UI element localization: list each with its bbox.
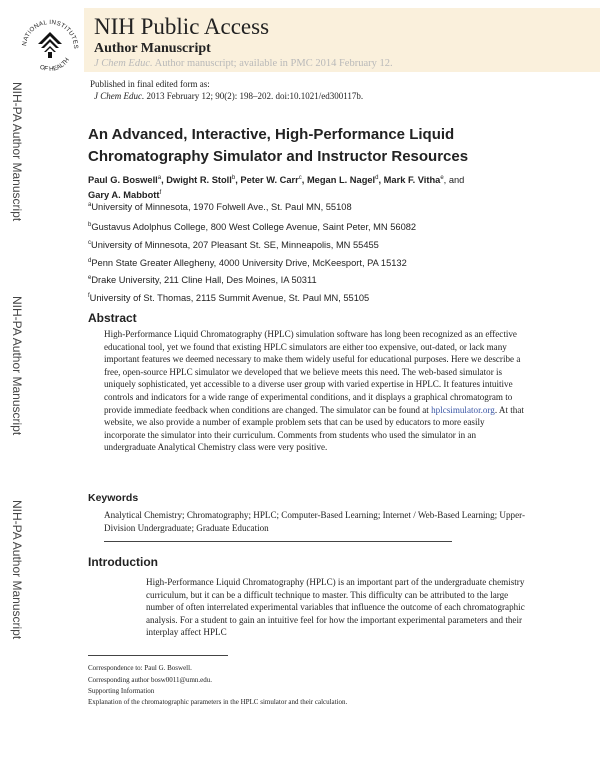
- simulator-link[interactable]: hplcsimulator.org: [431, 404, 495, 415]
- abstract-text-end: . At that website, we also provide a number of example problem sets that can be used by educators to more easily incorporate the simulator into their curriculum. Comments from students who used the simulator in an undergraduate Analytical Chemistry class were very positive.: [104, 404, 524, 453]
- side-label-1: NIH-PA Author Manuscript: [10, 82, 24, 222]
- affiliation: [88, 237, 558, 251]
- footnote-supporting-info: Supporting Information: [88, 687, 155, 695]
- introduction-body: High-Performance Liquid Chromatography (HPLC) is an important part of the undergraduate chemistry curriculum, but it can be a difficult technique to master. This difficulty can be attributed to the large number of often interrelated experimental variables that influence the outcome of each chromatographic analysis. For a student to gain an intuitive feel for how the important experimental parameters and their interplay affect HPLC: [146, 577, 525, 638]
- published-line: Published in final edited form as:: [90, 79, 210, 89]
- citation-details: 2013 February 12; 90(2): 198–202. doi:10.1021/ed300117b.: [144, 91, 364, 101]
- affiliation-sup: b: [88, 222, 92, 228]
- affiliation-text: University of St. Thomas, 2115 Summit Avenue, St. Paul MN, 55105: [89, 293, 370, 304]
- author-name: Peter W. Carr: [240, 175, 299, 186]
- side-label-2: NIH-PA Author Manuscript: [10, 296, 24, 436]
- logo-text-bottom: OF HEALTH: [38, 56, 71, 73]
- author-sup: a: [157, 175, 162, 181]
- abstract-heading: Abstract: [88, 311, 137, 325]
- affiliation: [88, 272, 558, 286]
- author-name: Paul G. Boswell: [88, 175, 158, 186]
- author-sup: e: [440, 175, 444, 181]
- author-name: Mark F. Vitha: [383, 175, 441, 186]
- author-name: Gary A. Mabbott: [88, 190, 160, 201]
- affiliation-text: Penn State Greater Allegheny, 4000 University Drive, McKeesport, PA 15132: [91, 258, 407, 269]
- keywords-list: Analytical Chemistry; Chromatography; HPLC; Computer-Based Learning; Internet / Web-Based Learning; Upper-Division Undergraduate; Graduate Education: [104, 510, 525, 533]
- citation-journal: J Chem Educ.: [94, 91, 145, 101]
- author-sup: f: [159, 190, 162, 197]
- author-name: Dwight R. Stoll: [166, 175, 232, 186]
- affiliation-sup: d: [88, 258, 92, 264]
- nih-logo: [14, 8, 86, 80]
- banner-subtitle: Author Manuscript: [94, 41, 211, 56]
- affiliation-sup: c: [88, 240, 91, 246]
- article-title: An Advanced, Interactive, High-Performance Liquid Chromatography Simulator and Instructor Resources: [88, 126, 469, 165]
- affiliation: [88, 219, 558, 233]
- published-info: [90, 78, 363, 102]
- abstract-body: [104, 328, 528, 454]
- banner-title: NIH Public Access: [94, 14, 270, 39]
- footnote-email: Corresponding author bosw0011@umn.edu.: [88, 676, 213, 684]
- author-sup: c: [298, 175, 302, 181]
- affiliation: [88, 290, 558, 304]
- abstract-text: High-Performance Liquid Chromatography (HPLC) simulation software has long been recognized as an effective educational tool, yet we found that existing HPLC simulators are either too expensive, out-dated, or lack many important features we deemed necessary to make them widely useful for educational purposes. Here we describe a free, open-source HPLC simulator we developed that we believe meets this need. The web-based simulator is uniquely sophisticated, yet accessible to a diverse user group with varied expertise in HPLC. It features intuitive controls and indicators for a wide range of experimental conditions, and it displays a graphical chromatogram to provide immediate feedback when conditions are changed. The simulator can be found at: [104, 329, 521, 415]
- footnote-divider: [88, 655, 228, 656]
- nih-seal-icon: [14, 8, 86, 80]
- affiliation-text: University of Minnesota, 207 Pleasant St. SE, Minneapolis, MN 55455: [91, 240, 379, 251]
- affiliation: [88, 199, 558, 213]
- affiliation-text: University of Minnesota, 1970 Folwell Ave., St. Paul MN, 55108: [91, 202, 352, 213]
- author-sup: d: [375, 175, 379, 181]
- section-divider: [104, 541, 452, 542]
- affiliation-text: Gustavus Adolphus College, 800 West College Avenue, Saint Peter, MN 56082: [91, 222, 417, 233]
- author-name: Megan L. Nagel: [306, 175, 376, 186]
- banner-journal-name: J Chem Educ.: [94, 58, 153, 69]
- footnote-correspondence: Correspondence to: Paul G. Boswell.: [88, 664, 192, 672]
- author-and: , and: [443, 175, 465, 186]
- affiliation-sup: a: [88, 202, 92, 208]
- logo-text-top: NATIONAL INSTITUTES: [21, 18, 80, 50]
- author-list: Paul G. Boswell$^a$, Dwight R. Stoll$^b$, Peter W. Carr$^c$, Megan L. Nagel$^d$, Mark F. Vitha$^e$, and Gary A. Mabbott$^f$: [88, 175, 465, 201]
- introduction-heading: Introduction: [88, 555, 158, 569]
- citation-line: [90, 90, 363, 102]
- footnote-explanation: Explanation of the chromatographic parameters in the HPLC simulator and their calculation.: [88, 698, 348, 706]
- affiliation-text: Drake University, 211 Cline Hall, Des Moines, IA 50311: [91, 275, 317, 286]
- author-sup: b: [231, 175, 236, 181]
- affiliation-sup: e: [88, 275, 92, 281]
- affiliation-sup: f: [88, 293, 90, 299]
- banner-journal-availability: Author manuscript; available in PMC 2014 February 12.: [152, 58, 393, 69]
- keywords-heading: Keywords: [88, 492, 139, 504]
- banner-journal-line: [94, 58, 393, 69]
- side-label-3: NIH-PA Author Manuscript: [10, 500, 24, 640]
- affiliation: [88, 255, 558, 269]
